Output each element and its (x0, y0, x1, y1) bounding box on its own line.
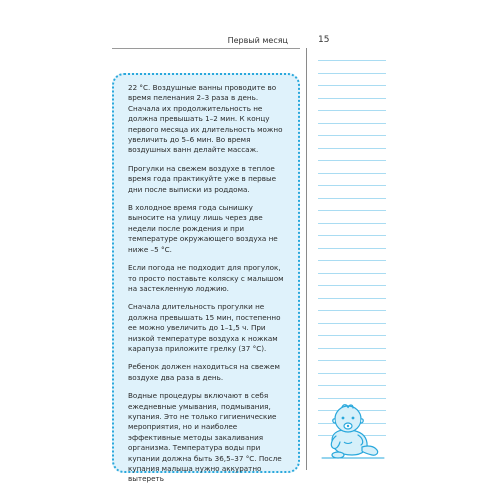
paragraph: Водные процедуры включают в себя ежедневные умывания, подмывания, купания. Это не только гигиенические мероприятия, но и наиболее эффективные методы закаливания организма. Температура воды при купании должна быть 36,5–37 °С. После купания малыша нужно аккуратно вытереть (128, 391, 282, 484)
note-line (318, 135, 386, 136)
note-line (318, 335, 386, 336)
note-line (318, 285, 386, 286)
paragraph: 22 °С. Воздушные ванны проводите во время пеленания 2–3 раза в день. Сначала их продолжительность не должна превышать 1–2 мин. К концу первого месяца их длительность можно увеличить до 5–6 мин. Во время воздушных ванн делайте массаж. (128, 83, 283, 155)
header-rule (112, 48, 300, 49)
header-title: Первый месяц (227, 36, 288, 45)
note-line (318, 373, 386, 374)
column-divider (306, 48, 307, 470)
note-line (318, 298, 386, 299)
note-line (318, 98, 386, 99)
note-line (318, 323, 386, 324)
paragraph: Если погода не подходит для прогулок, то просто поставьте коляску с малышом на застекленную лоджию. (128, 263, 284, 293)
note-line (318, 198, 386, 199)
note-line (318, 260, 386, 261)
note-line (318, 148, 386, 149)
note-line (318, 360, 386, 361)
note-line (318, 210, 386, 211)
baby-icon (318, 400, 388, 462)
note-line (318, 73, 386, 74)
paragraph: Сначала длительность прогулки не должна превышать 15 мин, постепенно ее можно увеличить до 1–1,5 ч. При низкой температуре воздуха к ножкам карапуза приложите грелку (37 °С). (128, 302, 281, 353)
paragraph: Прогулки на свежем воздухе в теплое время года практикуйте уже в первые дни после выписки из роддома. (128, 163, 277, 194)
note-line (318, 385, 386, 386)
note-line (318, 85, 386, 86)
text-panel (112, 73, 300, 484)
note-line (318, 123, 386, 124)
note-line (318, 223, 386, 224)
note-line (318, 185, 386, 186)
paragraph: В холодное время года сынишку выносите на улицу лишь через две недели после рождения и при температуре окружающего воздуха не ниже –5 °С. (128, 203, 278, 254)
note-line (318, 160, 386, 161)
note-line (318, 60, 386, 61)
note-line (318, 173, 386, 174)
page-number: 15 (318, 35, 330, 45)
note-line (318, 348, 386, 349)
note-line (318, 110, 386, 111)
paragraph: Ребенок должен находиться на свежем воздухе два раза в день. (128, 362, 280, 382)
note-line (318, 310, 386, 311)
note-line (318, 273, 386, 274)
note-line (318, 398, 386, 399)
note-line (318, 248, 386, 249)
note-line (318, 235, 386, 236)
